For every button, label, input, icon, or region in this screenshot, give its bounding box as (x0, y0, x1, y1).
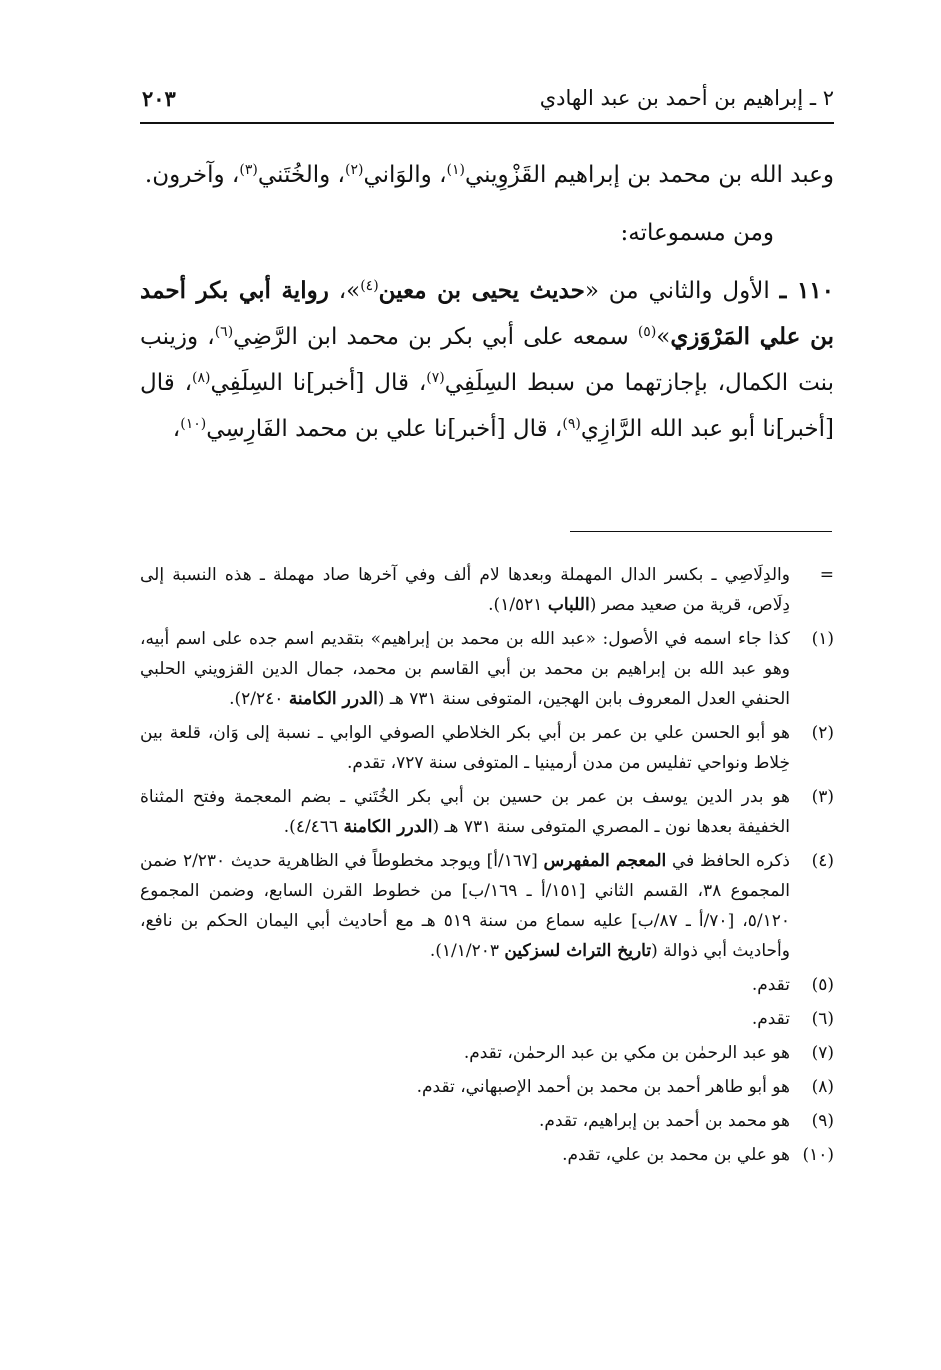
entry-110 (140, 268, 834, 452)
source-title: تاريخ التراث لسزكين (504, 941, 652, 961)
footnote-4 (140, 846, 834, 966)
footnote-5 (140, 970, 834, 1000)
entry-number: ١١٠ ـ (779, 277, 835, 304)
footnote-ref[interactable]: (٢) (344, 162, 364, 178)
source-title: المعجم المفهرس (543, 851, 667, 871)
entry-author: رواية أبي بكر أحمد بن علي المَرْوَزي (140, 277, 835, 350)
text-run: ، قال [أخبر]نا السِلَفِي (210, 370, 427, 396)
section-subheading: ومن مسموعاته: (620, 220, 774, 246)
footnote-ref[interactable]: (٣) (239, 162, 258, 178)
text-run: سمعه على أبي بكر بن محمد ابن الرَّضِي (233, 324, 638, 350)
text-run: والدِلَاصِي ـ بكسر الدال المهملة وبعدها لام ألف وفي آخرها صاد مهملة ـ هذه النسبة إلى دِلَاص، قرية من صعيد مصر ( (140, 565, 790, 615)
text-run: الأول والثاني من « (584, 278, 780, 304)
footnotes (140, 560, 834, 1174)
source-title: الدرر الكامنة (343, 817, 433, 837)
text-run: ٤/٤٦٦). (283, 817, 344, 837)
footnote-9 (140, 1106, 834, 1136)
footnote-separator (570, 531, 832, 532)
footnote-ref[interactable]: (٨) (192, 370, 211, 386)
text-run: ، (172, 416, 181, 442)
footnote-ref[interactable]: (٧) (426, 370, 445, 386)
footnote-8 (140, 1072, 834, 1102)
source-title: الدرر الكامنة (288, 689, 378, 709)
footnote-mark: (٨) (811, 1077, 834, 1097)
footnote-mark: (٦) (811, 1009, 834, 1029)
footnote-text (140, 782, 790, 842)
text-run: ٢/٢٤٠). (229, 689, 289, 709)
footnote-6 (140, 1004, 834, 1034)
footnote-mark: (١) (811, 629, 834, 649)
text-run: [١٦٧/أ] ويوجد مخطوطاً في الظاهرية حديث ٢/٢٣٠ ضمن المجموع ٣٨، القسم الثاني [١٥١/أ ـ ١٦٩/ب] من خطوط القرن السابع، وضمن المجموع ٥/١٢٠، [٧٠/أ ـ ٨٧/ب] عليه سماع من سنة ٥١٩ هـ مع أحاديث أبي اليمان الحكم بن نافع، وأحاديث أبي ذوالة ( (140, 851, 790, 961)
footnote-text (140, 560, 790, 620)
footnote-mark: (٥) (811, 975, 834, 995)
footnote-text (140, 624, 790, 714)
text-run: وعبد الله بن محمد بن إبراهيم القَزْوِيني (465, 162, 834, 188)
running-title: ٢ ـ إبراهيم بن أحمد بن عبد الهادي (539, 86, 834, 110)
text-run: ، قال [أخبر]نا أبو عبد الله الرَّازِي (140, 370, 834, 442)
text-run: كذا جاء اسمه في الأصول: «عبد الله بن محمد بن إبراهيم» بتقديم اسم جده على اسم أبيه، وهو عبد الله بن إبراهيم بن محمد بن أبي القاسم بن محمد، جمال الدين القزويني الحلبي الحنفي العدل المعروف بابن الهجين، المتوفى سنة ٧٣١ هـ ( (140, 629, 790, 709)
footnote-text: هو أبو طاهر أحمد بن محمد بن أحمد الإصبهاني، تقدم. (416, 1077, 790, 1097)
text-run: ١/٥٢١). (488, 595, 548, 615)
text-run: ، والوَاني (363, 162, 447, 188)
footnote-1 (140, 624, 834, 714)
text-run: ذكره الحافظ في (666, 851, 790, 871)
footnote-ref[interactable]: (٩) (562, 416, 581, 432)
footnote-ref[interactable]: (١٠) (180, 416, 207, 432)
footnote-mark: (٤) (811, 851, 834, 871)
text-run: » (656, 324, 671, 350)
text-run: ، وآخرون. (144, 162, 240, 188)
source-title: اللباب (547, 595, 590, 615)
footnote-text: هو عبد الرحمٰن بن مكي بن عبد الرحمٰن، تقدم. (463, 1043, 790, 1063)
footnote-text: هو علي بن محمد بن علي، تقدم. (562, 1145, 790, 1165)
footnote-mark: (٩) (811, 1111, 834, 1131)
footnote-mark: (٢) (811, 723, 834, 743)
running-header (140, 82, 834, 124)
footnote-7 (140, 1038, 834, 1068)
footnote-mark: (٧) (811, 1043, 834, 1063)
footnote-text: هو أبو الحسن علي بن عمر بن أبي بكر الخلاطي الصوفي الوابي ـ نسبة إلى وَان، قلعة بين خِلاط ونواحي تفليس من مدن أرمينيا ـ المتوفى سنة ٧٢٧، تقدم. (140, 723, 790, 773)
footnote-text: تقدم. (751, 1009, 790, 1029)
text-run: هو بدر الدين يوسف بن عمر بن حسين بن أبي بكر الخُتَني ـ بضم المعجمة وفتح المثناة الخفيفة بعدها نون ـ المصري المتوفى سنة ٧٣١ هـ ( (140, 787, 790, 837)
footnote-ref[interactable]: (٥) (637, 324, 657, 340)
footnote-mark: = (819, 565, 834, 585)
footnote-ref[interactable]: (١) (446, 162, 465, 178)
footnote-10 (140, 1140, 834, 1170)
footnote-mark: (٣) (811, 787, 834, 807)
footnote-3 (140, 782, 834, 842)
paragraph-teachers (140, 152, 834, 198)
footnote-mark: (١٠) (802, 1145, 834, 1165)
footnote-2 (140, 718, 834, 778)
footnote-continuation (140, 560, 834, 620)
text-run: »، (328, 278, 361, 304)
footnote-ref[interactable]: (٤) (360, 278, 379, 294)
footnote-ref[interactable]: (٦) (214, 324, 234, 340)
text-run: ، وزينب بنت الكمال، بإجازتهما من سبط السِلَفِي (140, 324, 835, 396)
footnote-text: هو محمد بن أحمد بن إبراهيم، تقدم. (539, 1111, 790, 1131)
footnote-text (140, 846, 790, 966)
main-text (140, 152, 834, 452)
text-run: ، والخُتَني (257, 162, 345, 188)
page-number: ٢٠٣ (142, 86, 176, 111)
entry-title: حديث يحيى بن معين (378, 277, 585, 304)
text-run: ١/١/٢٠٣). (429, 941, 505, 961)
text-run: ، قال [أخبر]نا علي بن محمد الفَارِسِي (206, 416, 563, 442)
footnote-text: تقدم. (751, 975, 790, 995)
